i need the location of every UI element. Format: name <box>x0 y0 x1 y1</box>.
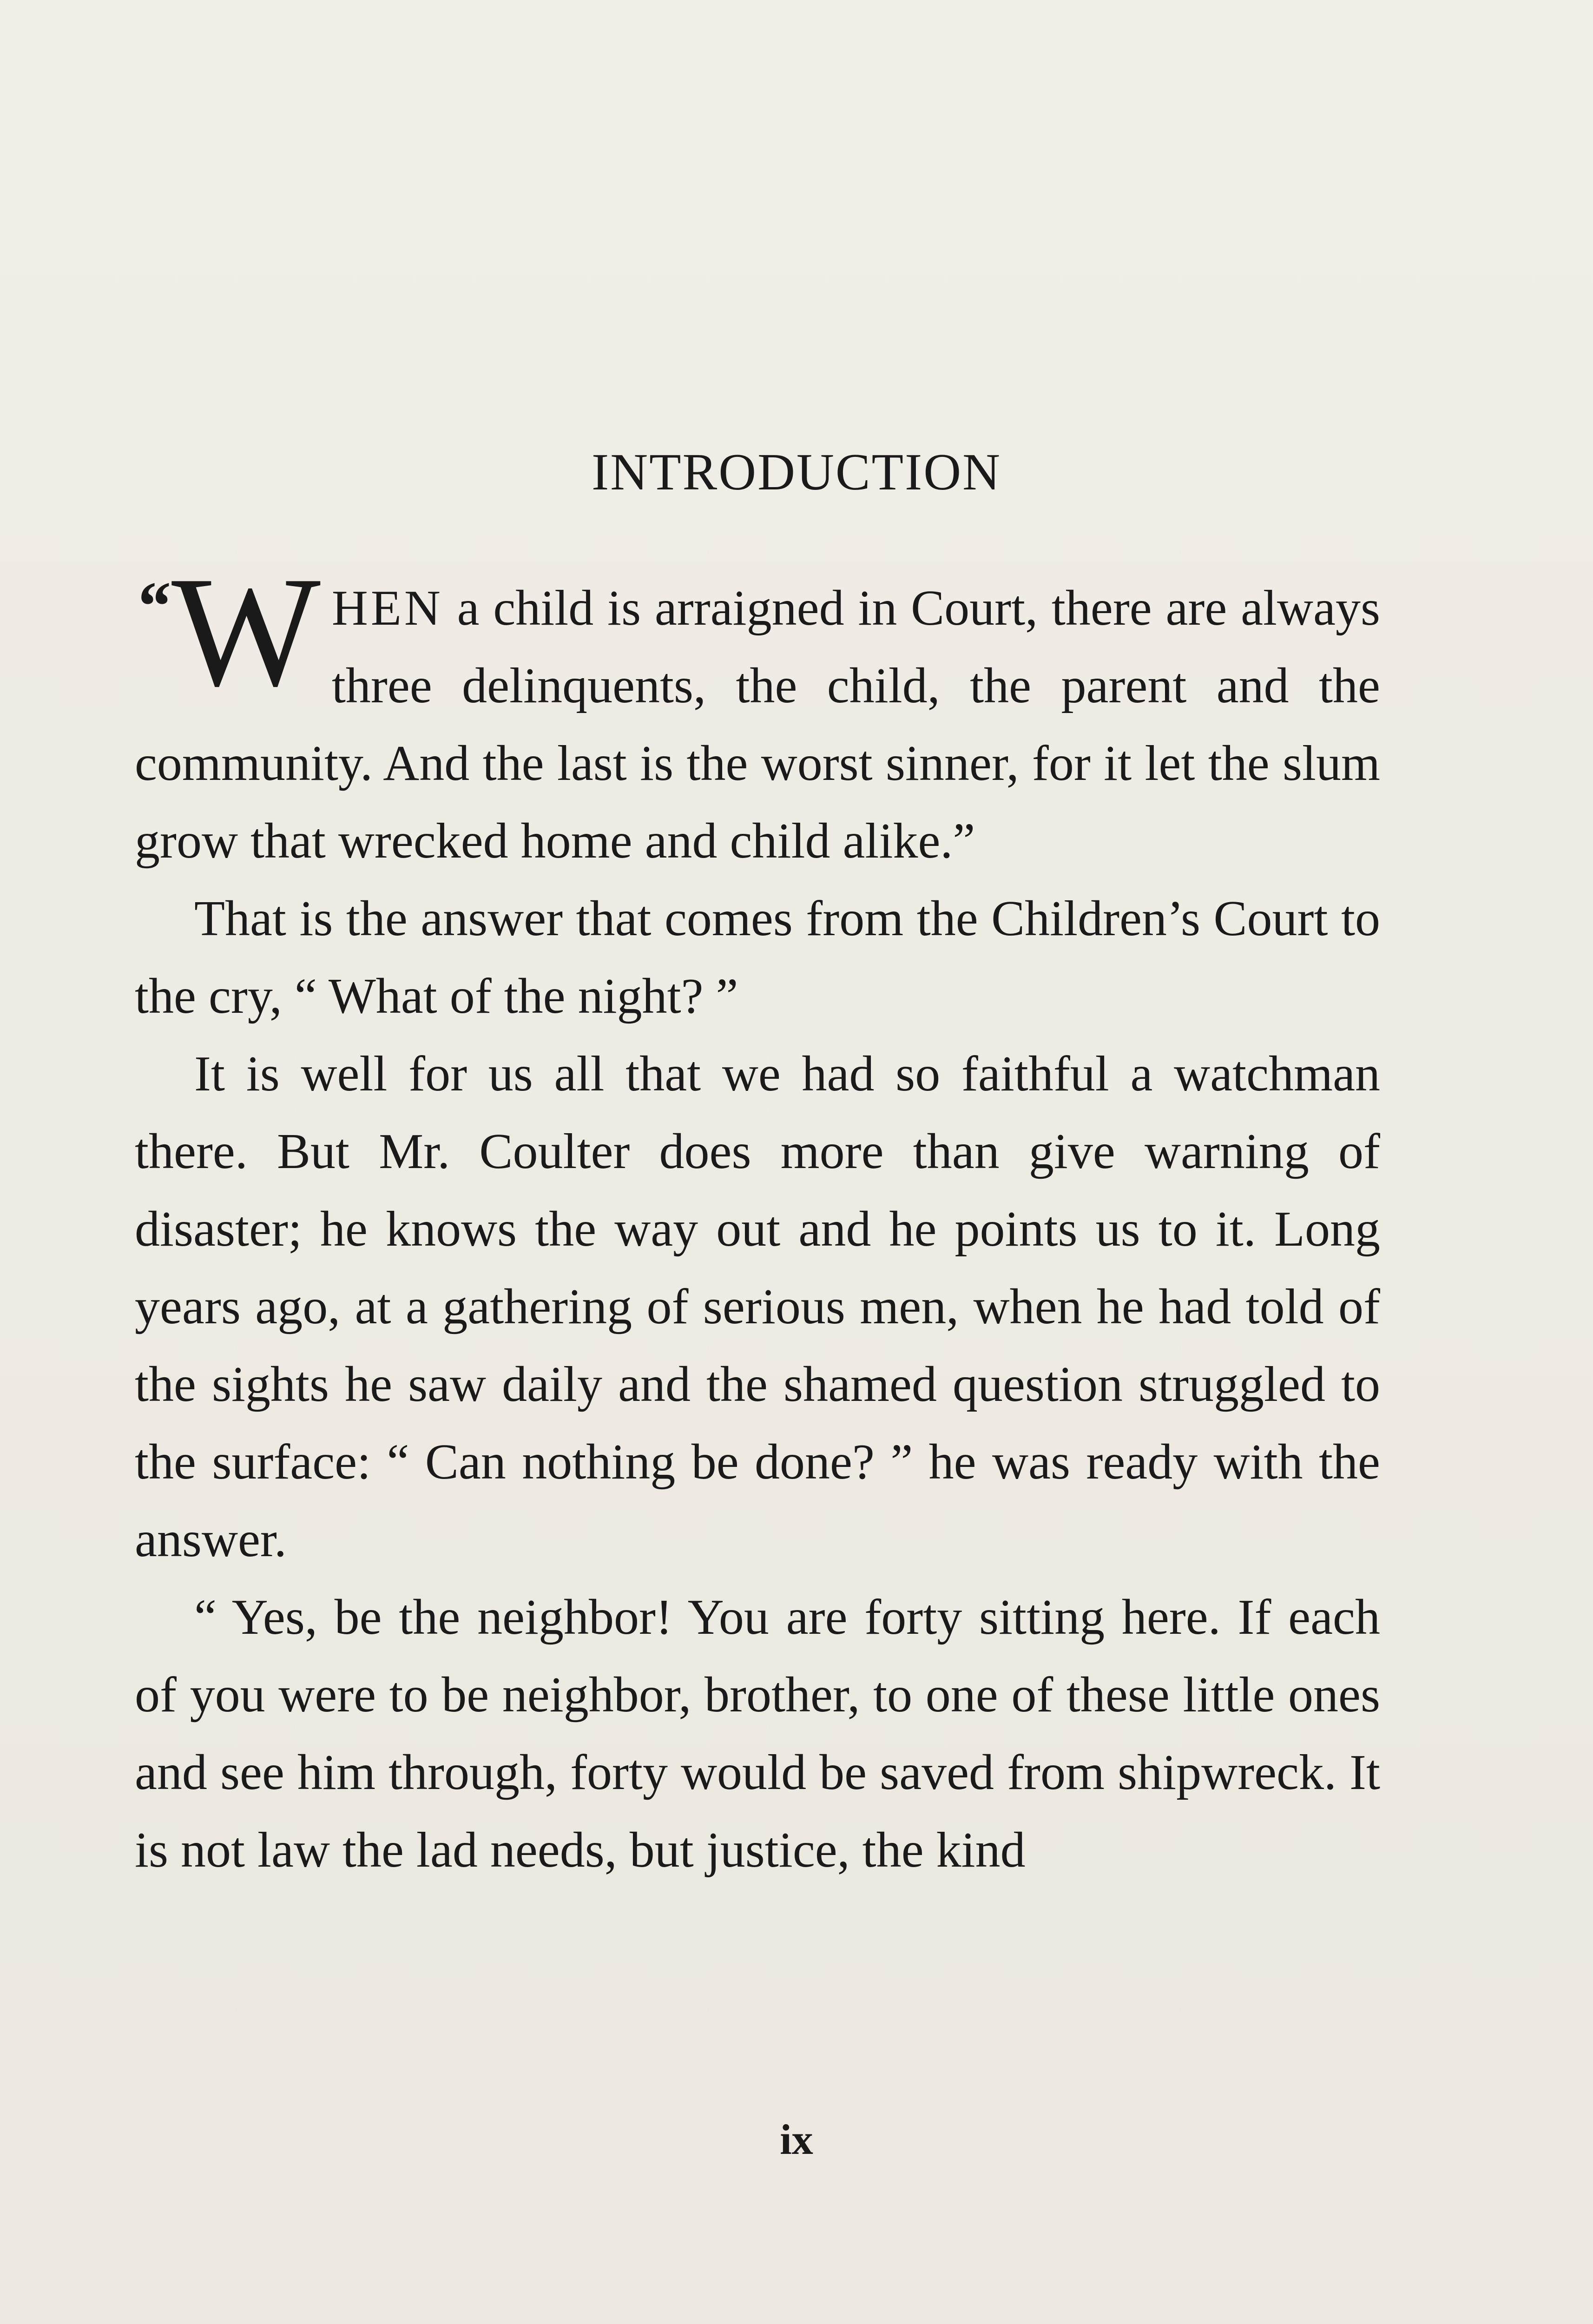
body-text <box>135 544 1380 1889</box>
page-number: ix <box>780 2116 813 2163</box>
paragraph-2: That is the answer that comes from the Children’s Court to the cry, “ What of the night? ” <box>135 891 1380 1024</box>
paragraph-1-first-word: HEN <box>331 581 443 636</box>
drop-cap <box>135 544 321 719</box>
drop-cap-quote: “ <box>135 568 170 645</box>
paragraph-4: “ Yes, be the neighbor! You are forty sitting here. If each of you were to be neighbor, brother, to one of these little ones and see him through, forty would be saved from shipwreck. It is not law the lad needs, but justice, the kind <box>135 1590 1380 1878</box>
chapter-heading: INTRODUCTION <box>591 443 1002 501</box>
paragraph-1 <box>135 544 1380 880</box>
paragraph-1-text: a child is arraigned in Court, there are always three delinquents, the child, the parent and the community. And the last is the worst sinner, for it let the slum grow that wrecked home and child alike.” <box>135 581 1380 869</box>
drop-cap-letter: W <box>171 544 321 719</box>
paragraph-3: It is well for us all that we had so faithful a watchman there. But Mr. Coulter does more than give warning of disaster; he knows the way out and he points us to it. Long years ago, at a gathering of serious men, when he had told of the sights he saw daily and the shamed question struggled to the surface: “ Can nothing be done? ” he was ready with the answer. <box>135 1046 1380 1567</box>
